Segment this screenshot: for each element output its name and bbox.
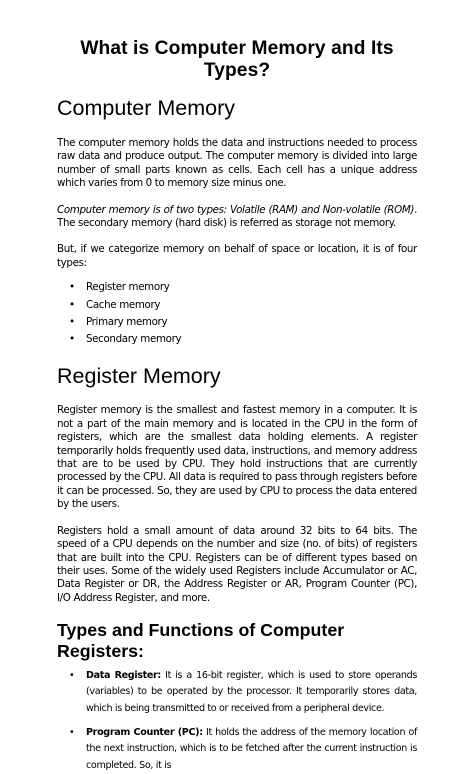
bullet-icon: • bbox=[69, 727, 75, 739]
italic-memory-types-text: Computer memory is of two types: Volatile (RAM) and Non-volatile (ROM) bbox=[57, 203, 415, 216]
list-item bbox=[57, 331, 417, 348]
memory-types-list bbox=[57, 279, 417, 348]
bullet-icon: • bbox=[69, 333, 75, 346]
list-item-term: Program Counter (PC): bbox=[86, 727, 203, 739]
list-item-text: Primary memory bbox=[86, 315, 168, 328]
paragraph-register-size: Registers hold a small amount of data around 32 bits to 64 bits. The speed of a CPU depends on the number and size (no. of bits) of registers that are built into the CPU. Registers can be of different types based on their uses. Some of the widely used Registers include Accumulator or AC, Data Register or DR, the Address Register or AR, Program Counter (PC), I/O Address Register, and more. bbox=[57, 524, 417, 604]
list-item-text: Cache memory bbox=[86, 298, 161, 311]
list-item bbox=[57, 668, 417, 717]
list-item-text: Register memory bbox=[86, 281, 170, 294]
bullet-icon: • bbox=[69, 670, 75, 682]
list-item bbox=[57, 725, 417, 774]
list-item bbox=[57, 314, 417, 331]
register-types-list bbox=[57, 668, 417, 774]
bullet-icon: • bbox=[69, 298, 75, 311]
list-item-term: Data Register: bbox=[86, 670, 161, 682]
memory-types-rest-text: . The secondary memory (hard disk) is referred as storage not memory. bbox=[57, 203, 417, 230]
page-title: What is Computer Memory and Its Types? bbox=[80, 38, 394, 81]
list-item-text: Secondary memory bbox=[86, 333, 182, 346]
list-item bbox=[57, 279, 417, 296]
list-item-text: It is a 16-bit register, which is used to store operands (variables) to be operated by the processor. It temporarily stores data, which is being transmitted to or received from a peripheral device. bbox=[86, 670, 418, 714]
paragraph-memory-types bbox=[57, 204, 417, 231]
bullet-icon: • bbox=[69, 315, 75, 328]
paragraph-memory-definition: The computer memory holds the data and instructions needed to process raw data and produce output. The computer memory is divided into large number of small parts known as cells. Each cell has a unique address which varies from 0 to memory size minus one. bbox=[57, 137, 417, 190]
section-heading-register-memory: Register Memory bbox=[57, 364, 221, 389]
list-item-text: It holds the address of the memory location of the next instruction, which is to be fetched after the current instruction is completed. So, it is bbox=[86, 727, 417, 771]
paragraph-register-definition: Register memory is the smallest and fastest memory in a computer. It is not a part of the main memory and is located in the CPU in the form of registers, which are the smallest data holding elements. A register temporarily holds frequently used data, instructions, and memory address that are to be used by CPU. They hold instructions that are currently processed by the CPU. All data is required to pass through registers before it can be processed. So, they are used by CPU to process the data entered by the users. bbox=[57, 404, 417, 511]
section-heading-register-types: Types and Functions of Computer Registers: bbox=[57, 620, 345, 662]
list-item bbox=[57, 297, 417, 314]
paragraph-four-types-intro: But, if we categorize memory on behalf of space or location, it is of four types: bbox=[57, 243, 417, 269]
bullet-icon: • bbox=[69, 281, 75, 294]
section-heading-computer-memory: Computer Memory bbox=[57, 96, 236, 120]
